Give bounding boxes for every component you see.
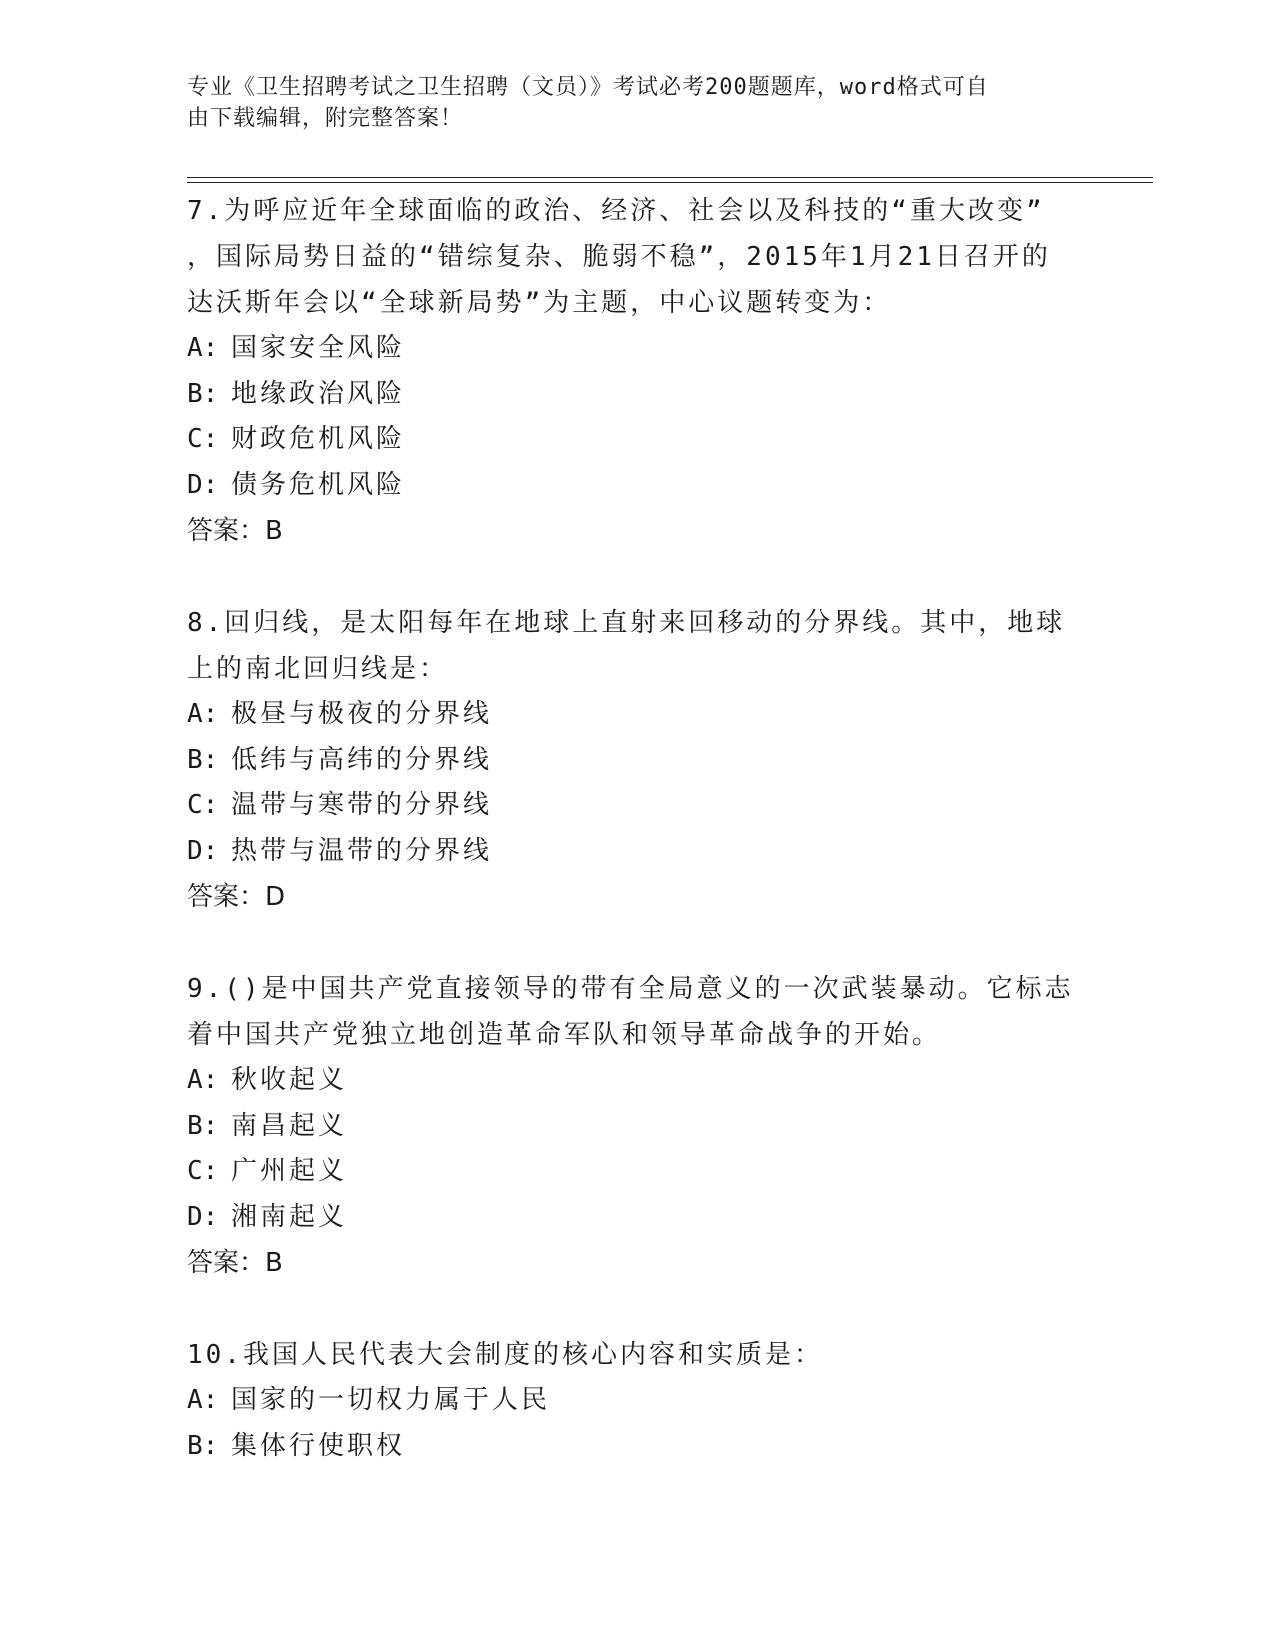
question-stem-line: 8.回归线，是太阳每年在地球上直射来回移动的分界线。其中，地球 — [187, 608, 1066, 638]
answer-line: 答案：B — [187, 516, 283, 546]
option-text: 极昼与极夜的分界线 — [231, 699, 493, 729]
question-10 — [187, 1332, 1087, 1469]
question-stem-line: 9.()是中国共产党直接领导的带有全局意义的一次武装暴动。它标志 — [187, 974, 1074, 1004]
option-letter: A: — [187, 1385, 219, 1415]
option-text: 地缘政治风险 — [231, 378, 406, 409]
option-a — [187, 326, 1087, 372]
option-letter: A: — [187, 333, 219, 363]
header-line-2: 由下载编辑，附完整答案！ — [187, 106, 464, 131]
option-text: 热带与温带的分界线 — [231, 835, 493, 866]
option-letter: A: — [187, 1065, 219, 1095]
option-c — [187, 417, 1087, 463]
option-letter: D: — [187, 1201, 219, 1232]
header-divider-bottom — [187, 182, 1153, 183]
option-letter: B: — [187, 1110, 219, 1141]
option-a — [187, 1058, 1087, 1104]
option-c — [187, 783, 1087, 829]
option-a — [187, 1378, 1087, 1424]
question-stem-line: 达沃斯年会以“全球新局势”为主题，中心议题转变为： — [187, 288, 892, 318]
answer-line: 答案：B — [187, 1248, 283, 1278]
option-letter: C: — [187, 790, 219, 820]
document-header — [187, 72, 1067, 134]
question-stem-line: 上的南北回归线是： — [187, 654, 449, 684]
option-d — [187, 1195, 1087, 1241]
option-c — [187, 1149, 1087, 1195]
option-text: 债务危机风险 — [231, 469, 406, 500]
option-d — [187, 829, 1087, 875]
question-9 — [187, 966, 1087, 1286]
option-letter: C: — [187, 1156, 219, 1186]
question-list — [187, 188, 1087, 1515]
option-a — [187, 692, 1087, 738]
option-b — [187, 1104, 1087, 1150]
question-stem-line: 着中国共产党独立地创造革命军队和领导革命战争的开始。 — [187, 1020, 942, 1050]
option-text: 集体行使职权 — [231, 1430, 406, 1461]
option-letter: B: — [187, 744, 219, 775]
option-text: 广州起义 — [231, 1156, 348, 1186]
option-letter: D: — [187, 835, 219, 866]
question-8 — [187, 600, 1087, 920]
question-7 — [187, 188, 1087, 554]
option-text: 财政危机风险 — [231, 424, 406, 454]
option-text: 南昌起义 — [231, 1110, 348, 1141]
header-divider-top — [187, 177, 1153, 178]
option-b — [187, 1424, 1087, 1470]
option-text: 国家安全风险 — [231, 333, 406, 363]
option-letter: D: — [187, 469, 219, 500]
option-text: 国家的一切权力属于人民 — [231, 1385, 551, 1415]
option-b — [187, 372, 1087, 418]
option-text: 温带与寒带的分界线 — [231, 790, 493, 820]
option-letter: B: — [187, 1430, 219, 1461]
option-text: 湘南起义 — [231, 1201, 348, 1232]
question-stem-line: 10.我国人民代表大会制度的核心内容和实质是： — [187, 1340, 823, 1370]
question-stem-line: 7.为呼应近年全球面临的政治、经济、社会以及科技的“重大改变” — [187, 196, 1045, 226]
answer-line: 答案：D — [187, 882, 286, 912]
option-letter: C: — [187, 424, 219, 454]
option-letter: A: — [187, 699, 219, 729]
option-text: 低纬与高纬的分界线 — [231, 744, 493, 775]
option-text: 秋收起义 — [231, 1065, 348, 1095]
header-line-1: 专业《卫生招聘考试之卫生招聘（文员）》考试必考200题题库，word格式可自 — [187, 75, 989, 100]
option-d — [187, 463, 1087, 509]
option-b — [187, 738, 1087, 784]
question-stem-line: ，国际局势日益的“错综复杂、脆弱不稳”，2015年1月21日召开的 — [187, 242, 1051, 272]
option-letter: B: — [187, 378, 219, 409]
